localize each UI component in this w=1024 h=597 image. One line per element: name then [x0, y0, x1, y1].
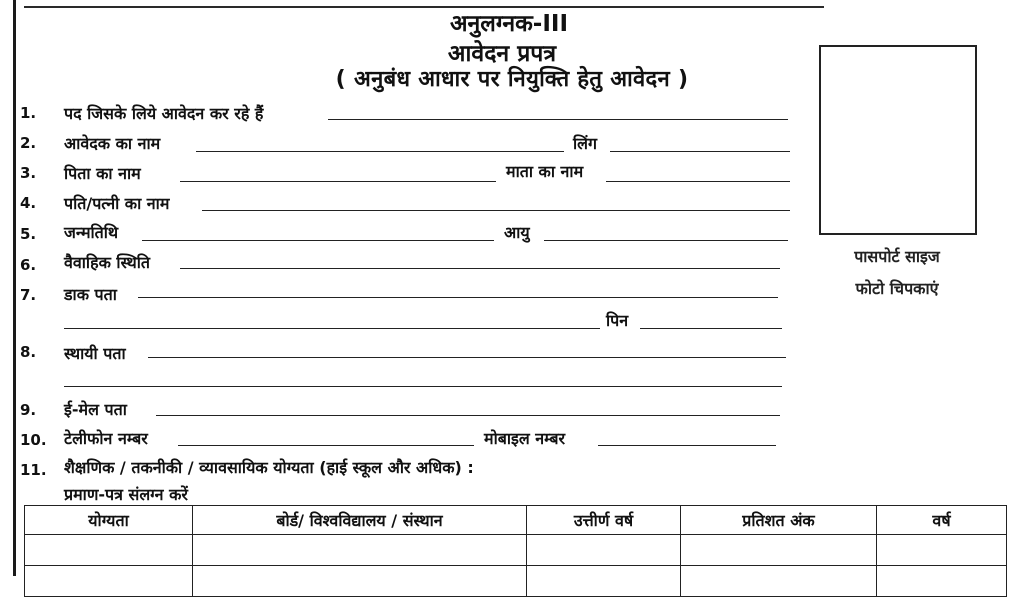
label-qualification: शैक्षणिक / तकनीकी / व्यावसायिक योग्यता (हाई स्कूल और अधिक) :: [64, 458, 474, 477]
table-cell[interactable]: [193, 535, 527, 566]
label-attach-certificates: प्रमाण-पत्र संलग्न करें: [64, 485, 188, 504]
column-header-passing-year: उत्तीर्ण वर्ष: [527, 506, 681, 535]
label-father-name: पिता का नाम: [64, 164, 141, 183]
permanent-address-line1[interactable]: [148, 357, 786, 358]
label-email: ई-मेल पता: [64, 400, 127, 419]
label-spouse-name: पति/पत्नी का नाम: [64, 194, 170, 213]
annexure-heading: अनुलग्नक-III: [449, 11, 569, 37]
table-cell[interactable]: [681, 566, 877, 597]
field-number-9: 9.: [20, 401, 37, 419]
label-gender: लिंग: [573, 134, 598, 153]
field-number-5: 5.: [20, 225, 37, 243]
label-post-applied: पद जिसके लिये आवेदन कर रहे हैं: [64, 104, 264, 123]
table-cell[interactable]: [193, 566, 527, 597]
label-permanent-address: स्थायी पता: [64, 344, 126, 363]
permanent-address-line2[interactable]: [64, 386, 782, 387]
label-date-of-birth: जन्मतिथि: [64, 223, 119, 242]
column-header-qualification: योग्यता: [25, 506, 193, 535]
photo-caption-line2: फोटो चिपकाएं: [855, 279, 939, 298]
date-of-birth-field[interactable]: [142, 240, 494, 241]
field-number-2: 2.: [20, 134, 37, 152]
table-cell[interactable]: [681, 535, 877, 566]
label-pin: पिन: [606, 311, 629, 330]
label-marital-status: वैवाहिक स्थिति: [64, 253, 150, 272]
table-row: [25, 566, 1007, 597]
label-postal-address: डाक पता: [64, 285, 117, 304]
field-number-8: 8.: [20, 343, 37, 361]
form-title: आवेदन प्रपत्र: [447, 41, 557, 67]
field-number-4: 4.: [20, 194, 37, 212]
marital-status-field[interactable]: [180, 268, 780, 269]
table-cell[interactable]: [25, 535, 193, 566]
label-age: आयु: [504, 223, 530, 242]
postal-address-line1[interactable]: [138, 297, 778, 298]
applicant-name-field[interactable]: [196, 151, 564, 152]
telephone-field[interactable]: [178, 445, 474, 446]
form-subtitle: ( अनुबंध आधार पर नियुक्ति हेतु आवेदन ): [335, 67, 689, 92]
label-applicant-name: आवेदक का नाम: [64, 134, 161, 153]
postal-address-line2[interactable]: [64, 328, 600, 329]
field-number-1: 1.: [20, 104, 37, 122]
column-header-percentage: प्रतिशत अंक: [681, 506, 877, 535]
qualification-table: [24, 505, 1007, 597]
table-header-row: [25, 506, 1007, 535]
pin-field[interactable]: [640, 328, 782, 329]
table-cell[interactable]: [527, 566, 681, 597]
email-field[interactable]: [156, 415, 780, 416]
table-cell[interactable]: [527, 535, 681, 566]
label-mobile: मोबाइल नम्बर: [484, 429, 566, 448]
label-telephone: टेलीफोन नम्बर: [64, 429, 148, 448]
father-name-field[interactable]: [180, 181, 496, 182]
field-number-7: 7.: [20, 286, 37, 304]
field-number-11: 11.: [20, 461, 47, 479]
field-number-3: 3.: [20, 164, 37, 182]
age-field[interactable]: [544, 240, 788, 241]
field-number-10: 10.: [20, 431, 47, 449]
photo-caption-line1: पासपोर्ट साइज: [854, 247, 940, 266]
spouse-name-field[interactable]: [202, 210, 790, 211]
label-mother-name: माता का नाम: [506, 162, 584, 181]
mobile-field[interactable]: [598, 445, 776, 446]
post-applied-field[interactable]: [328, 119, 788, 120]
column-header-board-university: बोर्ड/ विश्वविद्यालय / संस्थान: [193, 506, 527, 535]
table-cell[interactable]: [877, 566, 1007, 597]
table-row: [25, 535, 1007, 566]
table-cell[interactable]: [25, 566, 193, 597]
table-cell[interactable]: [877, 535, 1007, 566]
mother-name-field[interactable]: [606, 181, 790, 182]
passport-photo-box[interactable]: [819, 45, 977, 235]
field-number-6: 6.: [20, 256, 37, 274]
gender-field[interactable]: [610, 151, 790, 152]
column-header-year: वर्ष: [877, 506, 1007, 535]
